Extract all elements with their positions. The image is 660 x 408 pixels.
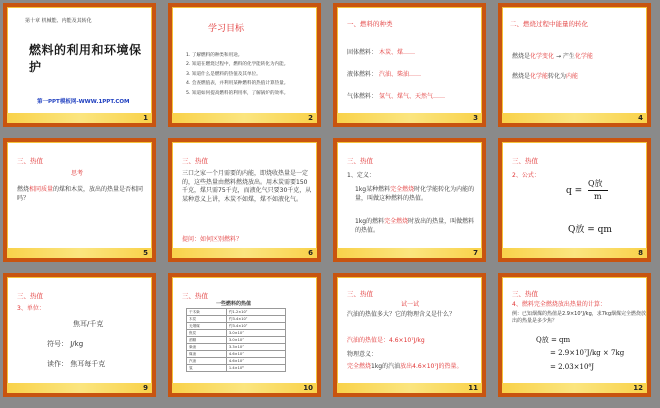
- section-title: 三、热值: [512, 290, 538, 298]
- slide-strip: [337, 383, 482, 393]
- think-label: 思考: [71, 170, 84, 177]
- energy-line: 燃烧是化学变化 → 产生化学能: [512, 53, 593, 60]
- slide-8[interactable]: [498, 138, 651, 262]
- slide-9[interactable]: [3, 273, 156, 397]
- table-row: 氢 1.4×10⁸: [187, 365, 286, 372]
- meaning-text: 完全燃烧1kg的汽油放出4.6×10⁷J的热量。: [347, 363, 463, 370]
- slide-number: 2: [308, 114, 313, 122]
- slide-number: 12: [633, 384, 643, 392]
- question-text: 燃烧相同质量的煤和木炭，放出的热量是否相同吗？: [17, 186, 144, 202]
- slide-11[interactable]: [333, 273, 486, 397]
- unit-label: 3、单位：: [17, 305, 45, 312]
- slide-number: 6: [308, 249, 313, 257]
- section-title: 三、热值: [17, 157, 43, 165]
- slide-strip: [7, 383, 152, 393]
- section-title: 三、热值: [17, 292, 43, 300]
- list-item: 1. 了解燃料的种类和用途。: [186, 53, 243, 58]
- slide-strip: [172, 113, 317, 123]
- calc-line-1: Q放 = qm: [536, 336, 571, 344]
- formula-numerator: Q放: [588, 179, 603, 188]
- slide-number: 9: [143, 384, 148, 392]
- fuel-table: [186, 308, 286, 372]
- slide-number: 3: [473, 114, 478, 122]
- fraction-bar: [588, 190, 608, 191]
- section-title: 三、热值: [182, 292, 208, 300]
- def-text: 1kg某种燃料完全燃烧时化学能转化为内能的量，叫做这种燃料的热值。: [355, 186, 475, 202]
- fuel-row: 液体燃料： 汽油、柴油……: [347, 71, 421, 78]
- slide-2[interactable]: [168, 3, 321, 127]
- meaning-label: 物理意义：: [347, 351, 378, 358]
- goal-list: [186, 51, 288, 98]
- slide-strip: [502, 113, 647, 123]
- list-item: 5. 知道如何提高燃料的利用率，了解锅炉的效率。: [186, 90, 289, 96]
- slide-1[interactable]: [3, 3, 156, 127]
- slide-footer: 第一PPT模板网-WWW.1PPT.COM: [37, 99, 130, 105]
- table-row: 干木柴 约1.2×10⁷: [187, 309, 286, 316]
- try-label: 试一试: [401, 301, 420, 308]
- section-title: 三、热值: [182, 157, 208, 165]
- symbol-line: 符号： J/kg: [47, 340, 84, 348]
- slide-number: 4: [638, 114, 643, 122]
- body-text: 三口之家一个月需要的内能，即烧收热量是一定的，这些热量由燃料燃烧放出。用木炭需要150千克，煤只需75千克，而液化气只要30千克，从某种意义上讲，木炭不如煤，煤不如液化气。: [182, 170, 312, 204]
- slide-number: 8: [638, 249, 643, 257]
- list-item: 3. 知道什么是燃料的热值及其单位。: [186, 71, 261, 77]
- formula-label: 2、公式：: [512, 172, 540, 179]
- slide-6[interactable]: [168, 138, 321, 262]
- example-text: 例：已知烟煤的热值是2.9×10⁷J/kg，求7kg烟煤完全燃烧放出的热量是多少焦？: [512, 311, 646, 325]
- table-row: 酒精 3.0×10⁷: [187, 337, 286, 344]
- slide-7[interactable]: [333, 138, 486, 262]
- table-title: 一些燃料的热值: [216, 301, 252, 307]
- unit-value: 焦耳/千克: [73, 320, 104, 328]
- table-row: 柴油 3.3×10⁷: [187, 344, 286, 351]
- slide-strip: [502, 383, 647, 393]
- formula-denominator: m: [594, 192, 602, 201]
- slide-12[interactable]: [498, 273, 651, 397]
- slide-number: 7: [473, 249, 478, 257]
- fuel-row: 固体燃料： 木炭、煤……: [347, 49, 415, 56]
- list-item: 4. 会查燃值表，并利用某种燃料的热值计算热量。: [186, 81, 289, 87]
- section-title: 三、热值: [512, 157, 538, 165]
- slide-10[interactable]: [168, 273, 321, 397]
- slide-strip: [7, 113, 152, 123]
- slide-heading: 学习目标: [208, 24, 245, 34]
- slide-number: 10: [303, 384, 313, 392]
- slide-strip: [172, 248, 317, 258]
- section-title: 一、燃料的种类: [347, 20, 393, 28]
- section-title: 三、热值: [347, 290, 373, 298]
- table-row: 焦炭 3.0×10⁷: [187, 330, 286, 337]
- table-row: 汽油 4.6×10⁷: [187, 358, 286, 365]
- slide-subtitle: 第十章 机械能、内能及其转化: [25, 18, 92, 24]
- prompt-text: 提问：如何区别燃料？: [182, 236, 243, 243]
- slide-number: 5: [143, 249, 148, 257]
- def-text: 1kg的燃料完全燃烧时放出的热量，叫做燃料的热值。: [355, 218, 475, 234]
- slide-strip: [7, 248, 152, 258]
- slide-4[interactable]: [498, 3, 651, 127]
- energy-line: 燃烧是化学能转化为内能: [512, 73, 579, 80]
- def-label: 1、定义：: [347, 172, 375, 179]
- slide-strip: [337, 113, 482, 123]
- question-text: 汽油的热值多大？它的物理含义是什么？: [347, 311, 456, 318]
- table-row: 无烟煤 约3.4×10⁷: [187, 323, 286, 330]
- slide-5[interactable]: [3, 138, 156, 262]
- calc-line-3: = 2.03×10⁸J: [550, 363, 595, 371]
- calc-line-2: = 2.9×10⁷J/kg × 7kg: [550, 349, 625, 357]
- slide-title: 燃料的利用和环境保护: [29, 43, 142, 74]
- slide-number: 1: [143, 114, 148, 122]
- slide-strip: [337, 248, 482, 258]
- table-row: 木炭 约3.4×10⁷: [187, 316, 286, 323]
- slide-strip: [502, 248, 647, 258]
- fuel-row: 气体燃料： 氢气、煤气、天然气……: [347, 93, 445, 100]
- calc-heading: 4、燃料完全燃烧放出热量的计算：: [512, 301, 606, 308]
- table-row: 煤油 4.6×10⁷: [187, 351, 286, 358]
- section-title: 二、燃烧过程中能量的转化: [510, 20, 588, 28]
- section-title: 三、热值: [347, 157, 373, 165]
- read-line: 读作： 焦耳每千克: [47, 360, 106, 368]
- formula-lhs: q =: [566, 186, 583, 196]
- slide-strip: [172, 383, 317, 393]
- list-item: 2. 知道在燃烧过程中，燃料的化学能转化为内能。: [186, 62, 289, 68]
- formula-2: Q放 = qm: [568, 225, 612, 235]
- slide-number: 11: [468, 384, 478, 392]
- slide-3[interactable]: [333, 3, 486, 127]
- answer-text: 汽油的热值是：4.6×10⁷J/kg: [347, 337, 425, 344]
